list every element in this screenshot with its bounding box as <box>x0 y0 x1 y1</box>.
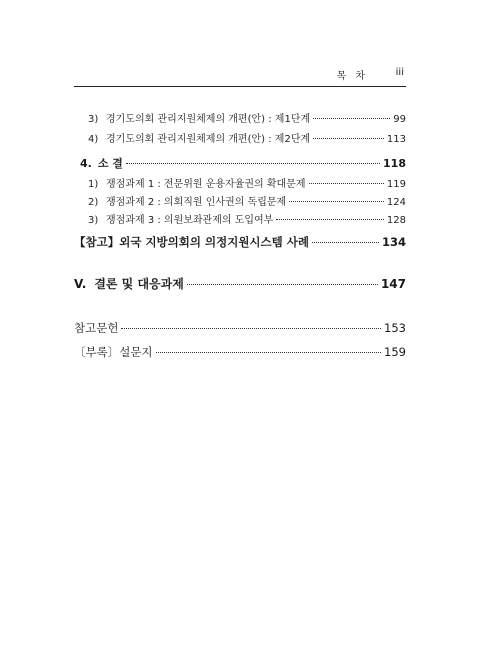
toc-entry-number: 3) <box>88 114 99 125</box>
toc-leader <box>121 328 381 329</box>
toc-entry-page: 99 <box>393 114 406 125</box>
toc-entry[interactable] <box>74 110 406 125</box>
toc-entry-number: 2) <box>88 197 99 208</box>
toc-entry-page: 124 <box>386 197 406 208</box>
toc-entry[interactable] <box>74 211 406 226</box>
header-title: 목 차 <box>336 71 368 82</box>
toc-entry-label: 소 결 <box>97 157 123 170</box>
toc-entry[interactable] <box>74 320 406 336</box>
toc-entry-number: 4) <box>88 134 99 145</box>
toc-entry[interactable] <box>74 193 406 208</box>
toc-entry[interactable] <box>74 155 406 171</box>
toc-entry-page: 153 <box>384 321 406 335</box>
toc-entry[interactable] <box>74 275 406 292</box>
toc-entry-label: 쟁점과제 1 : 전문위원 운용자율권의 확대문제 <box>106 179 306 190</box>
toc-entry-label: 【참고】외국 지방의회의 의정지원시스템 사례 <box>74 235 309 249</box>
toc-entry-number: 1) <box>88 179 99 190</box>
toc-entry[interactable] <box>74 344 406 360</box>
page-header <box>74 62 406 87</box>
toc-entry-label: 〔부록〕설문지 <box>74 345 153 359</box>
toc-entry-page: 119 <box>386 179 406 190</box>
toc-entry-label: 결론 및 대응과제 <box>94 277 184 291</box>
toc-entry-page: 118 <box>383 157 406 170</box>
toc-entry-page: 128 <box>386 215 406 226</box>
toc-entry-label: 경기도의회 관리지원체제의 개편(안) : 제2단계 <box>106 134 311 145</box>
toc-entry-label: 쟁점과제 3 : 의원보좌관제의 도입여부 <box>106 215 274 226</box>
toc-leader <box>313 138 384 139</box>
toc-entry[interactable] <box>74 175 406 190</box>
toc-leader <box>276 219 384 220</box>
toc-entry[interactable] <box>74 234 406 250</box>
toc-leader <box>156 352 382 353</box>
toc-entry-label: 참고문헌 <box>74 321 119 335</box>
toc-entry[interactable] <box>74 130 406 145</box>
toc-entry-page: 147 <box>380 277 406 291</box>
toc-entry-number: 4. <box>80 157 92 170</box>
toc-entry-label: 경기도의회 관리지원체제의 개편(안) : 제1단계 <box>106 114 311 125</box>
toc-entry-page: 159 <box>384 345 406 359</box>
toc-leader <box>126 163 380 164</box>
toc-entry-page: 134 <box>381 235 406 249</box>
toc-entry-label: 쟁점과제 2 : 의회직원 인사권의 독립문제 <box>106 197 287 208</box>
header-page-numeral: iii <box>395 67 404 78</box>
toc-entry-page: 113 <box>386 134 406 145</box>
toc-leader <box>289 201 384 202</box>
toc-leader <box>309 183 384 184</box>
toc-leader <box>313 118 390 119</box>
toc-entry-number: V. <box>74 277 87 291</box>
toc-leader <box>187 284 378 285</box>
toc-entry-number: 3) <box>88 215 99 226</box>
toc-leader <box>312 242 379 243</box>
